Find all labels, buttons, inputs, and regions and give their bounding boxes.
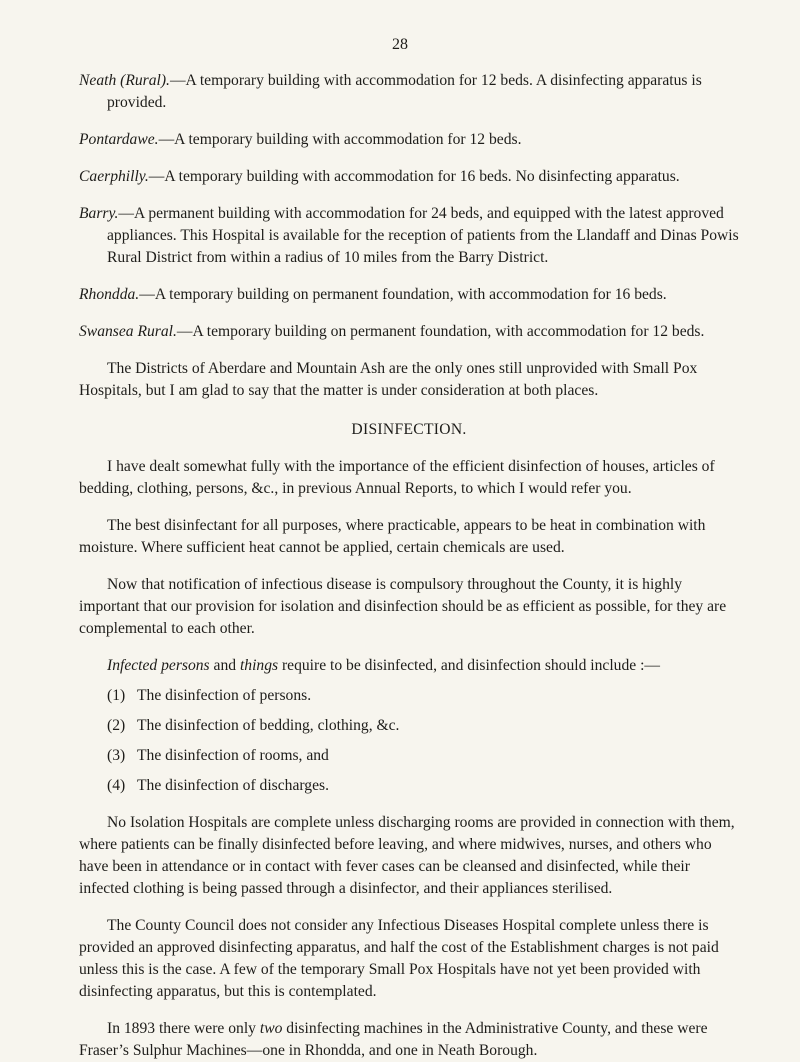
list-item <box>107 715 739 737</box>
paragraph-isolation: No Isolation Hospitals are complete unless discharging rooms are provided in connection with them, where patients can be finally disinfected before leaving, and where midwives, nurses, and others who have been in attendance or in contact with fever cases can be cleansed and disinfected, while their infected clothing is being passed through a disinfector, and their appliances sterilised. <box>79 814 735 897</box>
hospital-entry-rhondda <box>79 284 739 306</box>
infected-rest: require to be disinfected, and disinfection should include :— <box>278 657 661 674</box>
hospital-description: —A temporary building with accommodation for 12 beds. A disinfecting apparatus is provided. <box>107 72 702 111</box>
hospital-entry-pontardawe <box>79 129 739 151</box>
page-body <box>79 70 739 1062</box>
page-number: 28 <box>392 36 408 53</box>
hospital-name: Neath (Rural). <box>79 72 170 89</box>
hospital-description: —A permanent building with accommodation for 24 beds, and equipped with the latest approved appliances. This Hospital is available for the reception of patients from the Llandaff and Dinas Powis Rural District from within a radius of 10 miles from the Barry District. <box>107 205 739 266</box>
hospital-name: Swansea Rural. <box>79 323 177 340</box>
list-item-number: (3) <box>107 747 126 764</box>
list-item-number: (4) <box>107 777 126 794</box>
hospital-description: —A temporary building with accommodation for 16 beds. No disinfecting apparatus. <box>148 168 680 185</box>
hospital-name: Caerphilly. <box>79 168 149 185</box>
list-item-number: (2) <box>107 717 126 734</box>
paragraph-dealt: I have dealt somewhat fully with the importance of the efficient disinfection of houses, articles of bedding, clothing, persons, &c., in previous Annual Reports, to which I would refer you. <box>79 458 715 497</box>
section-heading: DISINFECTION. <box>351 421 467 438</box>
paragraph-districts: The Districts of Aberdare and Mountain Ash are the only ones still unprovided with Small Pox Hospitals, but I am glad to say that the matter is under consideration at both places. <box>79 360 698 399</box>
list-item <box>107 685 739 707</box>
infected-connector: and <box>209 657 240 674</box>
infected-things-text: things <box>239 657 279 674</box>
hospital-entry-caerphilly <box>79 166 739 188</box>
hospital-name: Barry. <box>79 205 119 222</box>
paragraph-best-disinfectant: The best disinfectant for all purposes, where practicable, appears to be heat in combination with moisture. Where sufficient heat cannot be applied, certain chemicals are used. <box>79 517 706 556</box>
paragraph-county-council: The County Council does not consider any Infectious Diseases Hospital complete unless there is provided an approved disinfecting apparatus, and half the cost of the Establishment charges is not paid unless this is the case. A few of the temporary Small Pox Hospitals have not yet been provided with disinfecting apparatus, but this is contemplated. <box>79 917 719 1000</box>
hospital-entry-neath <box>79 70 739 114</box>
hospital-description: —A temporary building on permanent foundation, with accommodation for 12 beds. <box>176 323 705 340</box>
list-item <box>107 775 739 797</box>
list-item-number: (1) <box>107 687 126 704</box>
hospital-entry-swansea-rural <box>79 321 739 343</box>
paragraph-1893-post: disinfecting machines in the Administrative County, and these were Fraser’s Sulphur Machines—one in Rhondda, and one in Neath Borough. <box>79 1020 708 1059</box>
paragraph-1893 <box>79 1018 739 1062</box>
list-item-text: The disinfection of rooms, and <box>137 747 329 764</box>
infected-persons-text: Infected persons <box>107 657 210 674</box>
hospital-name: Rhondda. <box>79 286 140 303</box>
list-item-text: The disinfection of persons. <box>137 687 312 704</box>
hospital-entry-barry <box>79 203 739 269</box>
hospital-name: Pontardawe. <box>79 131 159 148</box>
paragraph-1893-pre: In 1893 there were only <box>107 1020 260 1037</box>
list-item <box>107 745 739 767</box>
list-item-text: The disinfection of discharges. <box>137 777 329 794</box>
hospital-description: —A temporary building with accommodation for 12 beds. <box>158 131 522 148</box>
paragraph-infected <box>79 655 739 677</box>
paragraph-1893-emphasis: two <box>259 1020 283 1037</box>
disinfection-list <box>79 685 739 797</box>
paragraph-notification: Now that notification of infectious disease is compulsory throughout the County, it is highly important that our provision for isolation and disinfection should be as efficient as possible, for they are complemental to each other. <box>79 576 727 637</box>
list-item-text: The disinfection of bedding, clothing, &c. <box>137 717 400 734</box>
hospital-description: —A temporary building on permanent foundation, with accommodation for 16 beds. <box>139 286 667 303</box>
